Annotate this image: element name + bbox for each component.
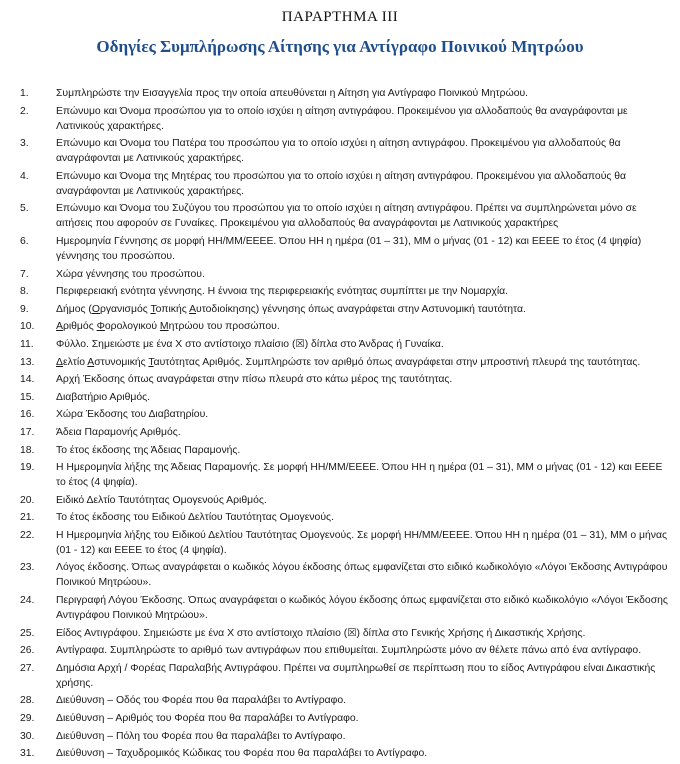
instruction-number: 8. [20, 286, 29, 298]
instruction-number: 29. [20, 713, 35, 725]
instruction-text: Δήμος (Οργανισμός Τοπικής Αυτοδιοίκησης) γέννησης όπως αναγράφεται στην Αστυνομική ταυτότητα. [56, 303, 526, 315]
instruction-number: 1. [20, 88, 29, 99]
instruction-item [20, 201, 670, 231]
instruction-item [20, 593, 670, 623]
instruction-item [20, 284, 670, 299]
instruction-text: Χώρα γέννησης του προσώπου. [56, 268, 205, 280]
instruction-number: 18. [20, 444, 35, 456]
instruction-item [20, 729, 670, 744]
instruction-item [20, 693, 670, 708]
instruction-text: Αρχή Έκδοσης όπως αναγράφεται στην πίσω πλευρά στο κάτω μέρος της ταυτότητας. [56, 374, 453, 386]
instruction-text: Διεύθυνση – Αριθμός του Φορέα που θα παραλάβει το Αντίγραφο. [56, 713, 359, 725]
instruction-number: 5. [20, 203, 29, 215]
instruction-item [20, 528, 670, 558]
instruction-item [20, 643, 670, 658]
instruction-text: Αριθμός Φορολογικού Μητρώου του προσώπου. [56, 321, 280, 333]
instruction-text: Διαβατήριο Αριθμός. [56, 391, 151, 403]
instruction-item [20, 136, 670, 166]
instruction-number: 16. [20, 409, 35, 421]
instruction-number: 19. [20, 462, 35, 474]
instruction-item [20, 407, 670, 422]
instruction-number: 9. [20, 303, 29, 315]
instruction-number: 26. [20, 645, 35, 657]
instruction-number: 23. [20, 562, 35, 574]
instruction-text: Το έτος έκδοσης της Άδειας Παραμονής. [56, 444, 241, 456]
instruction-number: 7. [20, 268, 29, 280]
instruction-number: 14. [20, 374, 35, 386]
instruction-text: Επώνυμο και Όνομα προσώπου για το οποίο ισχύει η αίτηση αντιγράφου. Προκειμένου για αλλοδαπούς θα αναγράφονται με Λατινικούς χαρακτήρες. [56, 105, 628, 132]
instruction-number: 24. [20, 595, 35, 607]
instruction-item [20, 169, 670, 199]
instruction-text: Ειδικό Δελτίο Ταυτότητας Ομογενούς Αριθμός. [56, 494, 267, 506]
instruction-item [20, 711, 670, 726]
instruction-item [20, 390, 670, 405]
instruction-item [20, 302, 670, 317]
instruction-number: 17. [20, 426, 35, 438]
instructions-list [20, 86, 670, 764]
instruction-number: 31. [20, 748, 35, 760]
instruction-item [20, 661, 670, 691]
instruction-text: Η Ημερομηνία λήξης της Άδειας Παραμονής. Σε μορφή ΗΗ/ΜΜ/ΕΕΕΕ. Όπου ΗΗ η ημέρα (01 – 31), ΜΜ ο μήνας (01 - 12) και ΕΕΕΕ το έτος (4 ψηφία). [56, 462, 663, 489]
instruction-text: Δημόσια Αρχή / Φορέας Παραλαβής Αντιγράφου. Πρέπει να συμπληρωθεί σε περίπτωση που το είδος Αντιγράφου είναι Δικαστικής χρήσης. [56, 662, 656, 689]
instruction-number: 22. [20, 529, 35, 541]
instruction-item [20, 746, 670, 761]
instruction-number: 10. [20, 321, 35, 333]
instruction-number: 2. [20, 105, 29, 117]
instruction-item [20, 86, 670, 101]
instruction-item [20, 234, 670, 264]
instruction-text: Επώνυμο και Όνομα του Πατέρα του προσώπου για το οποίο ισχύει η αίτηση αντιγράφου. Προκειμένου για αλλοδαπούς θα αναγράφονται με Λατινικούς χαρακτήρες. [56, 138, 621, 165]
instruction-text: Αντίγραφα. Συμπληρώστε το αριθμό των αντιγράφων που επιθυμείται. Συμπληρώστε μόνο αν θέλετε πάνω από ένα αντίγραφο. [56, 645, 642, 657]
instruction-number: 21. [20, 512, 35, 524]
instruction-item [20, 104, 670, 134]
instruction-item [20, 267, 670, 282]
instruction-item [20, 372, 670, 387]
instruction-number: 25. [20, 627, 35, 639]
instruction-number: 3. [20, 138, 29, 150]
instruction-text: Επώνυμο και Όνομα της Μητέρας του προσώπου για το οποίο ισχύει η αίτηση αντιγράφου. Προκειμένου για αλλοδαπούς θα αναγράφονται με Λατινικούς χαρακτήρες. [56, 170, 627, 197]
instruction-text: Διεύθυνση – Πόλη του Φορέα που θα παραλάβει το Αντίγραφο. [56, 730, 346, 742]
instruction-item [20, 460, 670, 490]
instruction-text: Το έτος έκδοσης του Ειδικού Δελτίου Ταυτότητας Ομογενούς. [56, 512, 334, 524]
instruction-text: Ημερομηνία Γέννησης σε μορφή ΗΗ/ΜΜ/ΕΕΕΕ. Όπου ΗΗ η ημέρα (01 – 31), ΜΜ ο μήνας (01 - 12) και ΕΕΕΕ το έτος (4 ψηφία) γέννησης του προσώπου. [56, 235, 642, 262]
instruction-item [20, 626, 670, 641]
instruction-number: 4. [20, 170, 29, 182]
instruction-text: Είδος Αντιγράφου. Σημειώστε με ένα Χ στο αντίστοιχο πλαίσιο (☒) δίπλα στο Γενικής Χρήσης ή Δικαστικής Χρήσης. [56, 627, 586, 639]
instruction-item [20, 355, 670, 370]
instruction-item [20, 443, 670, 458]
instruction-text: Διεύθυνση – Ταχυδρομικός Κώδικας του Φορέα που θα παραλάβει το Αντίγραφο. [56, 748, 428, 760]
instruction-number: 15. [20, 391, 35, 403]
annex-heading: ΠΑΡΑΡΤΗΜΑ III [281, 9, 399, 25]
instruction-text: Διεύθυνση – Οδός του Φορέα που θα παραλάβει το Αντίγραφο. [56, 695, 347, 707]
instruction-text: Περιφερειακή ενότητα γέννησης. Η έννοια της περιφερειακής ενότητας συμπίπτει με την Νομαρχία. [56, 286, 509, 298]
instruction-number: 11. [20, 338, 34, 350]
instruction-text: Επώνυμο και Όνομα του Συζύγου του προσώπου για το οποίο ισχύει η αίτηση αντιγράφου. Πρέπει να συμπληρώνεται μόνο σε αιτήσεις που αφορούν σε Γυναίκες. Προκειμένου για αλλοδαπούς θα αναγράφονται με Λατινικούς χαρακτήρες [56, 203, 637, 230]
instruction-number: 20. [20, 494, 35, 506]
instruction-item [20, 510, 670, 525]
instruction-number: 30. [20, 730, 35, 742]
instruction-text: Χώρα Έκδοσης του Διαβατηρίου. [56, 409, 209, 421]
instruction-number: 6. [20, 235, 29, 247]
instruction-text: Δελτίο Αστυνομικής Ταυτότητας Αριθμός. Συμπληρώστε τον αριθμό όπως αναγράφεται στην μπροστινή πλευρά της ταυτότητας. [56, 356, 641, 368]
instruction-number: 13. [20, 356, 35, 368]
instruction-text: Φύλλο. Σημειώστε με ένα Χ στο αντίστοιχο πλαίσιο (☒) δίπλα στο Άνδρας ή Γυναίκα. [56, 338, 444, 350]
document-title: Οδηγίες Συμπλήρωσης Αίτησης για Αντίγραφο Ποινικού Μητρώου [96, 37, 584, 56]
instruction-text: Συμπληρώστε την Εισαγγελία προς την οποία απευθύνεται η Αίτηση για Αντίγραφο Ποινικού Μητρώου. [56, 88, 529, 99]
instruction-item [20, 337, 670, 352]
instruction-number: 28. [20, 695, 35, 707]
instruction-item [20, 425, 670, 440]
instruction-item [20, 319, 670, 334]
instruction-number: 27. [20, 662, 35, 674]
instruction-item [20, 493, 670, 508]
instruction-text: Περιγραφή Λόγου Έκδοσης. Όπως αναγράφεται ο κωδικός λόγου έκδοσης όπως εμφανίζεται στο ειδικό κωδικολόγιο «Λόγοι Έκδοσης Αντιγράφου Ποινικού Μητρώου». [56, 595, 668, 622]
instruction-text: Η Ημερομηνία λήξης του Ειδικού Δελτίου Ταυτότητας Ομογενούς. Σε μορφή ΗΗ/ΜΜ/ΕΕΕΕ. Όπου ΗΗ η ημέρα (01 – 31), ΜΜ ο μήνας (01 - 12) και ΕΕΕΕ το έτος (4 ψηφία). [56, 529, 667, 556]
instruction-text: Άδεια Παραμονής Αριθμός. [56, 426, 181, 438]
instruction-text: Λόγος έκδοσης. Όπως αναγράφεται ο κωδικός λόγου έκδοσης όπως εμφανίζεται στο ειδικό κωδικολόγιο «Λόγοι Έκδοσης Αντιγράφου Ποινικού Μητρώου». [56, 562, 668, 589]
instruction-item [20, 560, 670, 590]
